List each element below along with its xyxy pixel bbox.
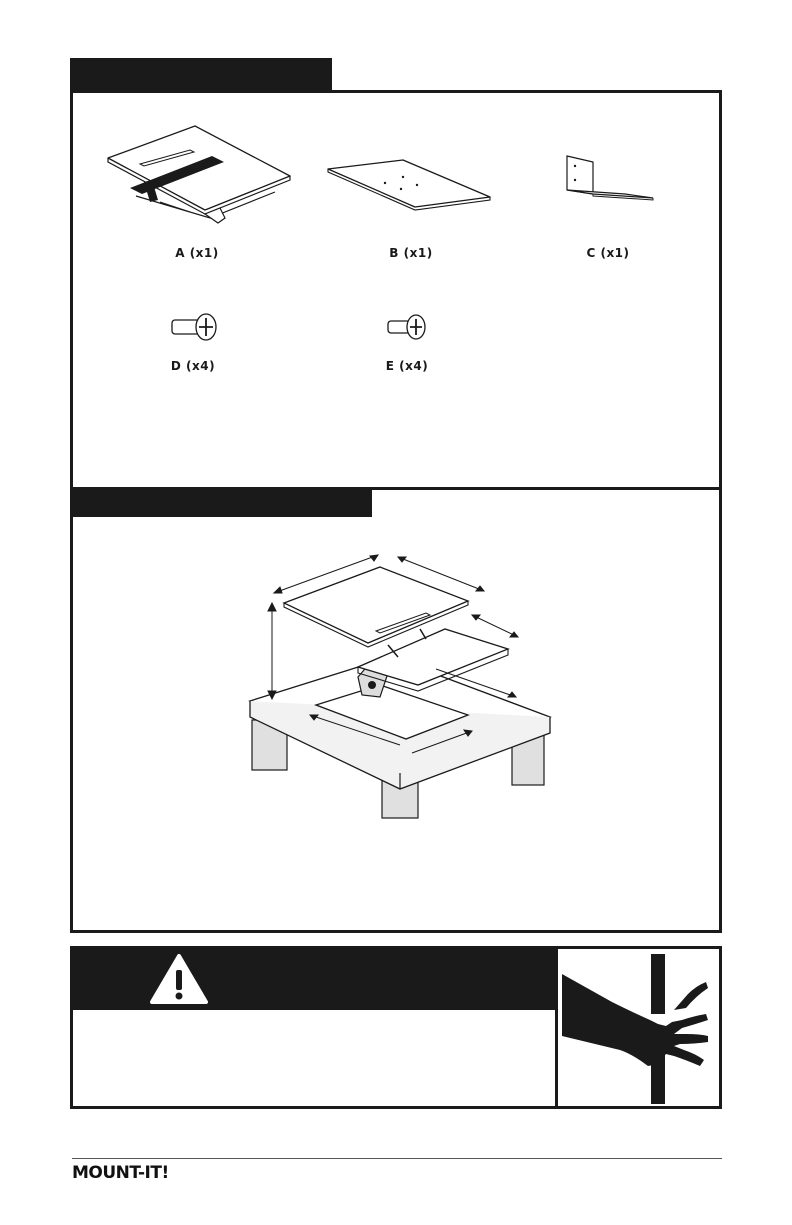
footer-rule — [72, 1158, 722, 1159]
bracket-icon — [555, 150, 655, 210]
desk-riser-icon — [100, 118, 300, 228]
screw-icon — [168, 312, 220, 342]
part-b-label: B (x1) — [389, 246, 433, 260]
desk-dimensions-illustration — [240, 545, 560, 825]
pinch-hazard-icon — [562, 954, 714, 1104]
part-e-label: E (x4) — [385, 359, 429, 373]
part-c-label: C (x1) — [586, 246, 630, 260]
warning-triangle-icon — [148, 952, 210, 1007]
part-a-label: A (x1) — [175, 246, 219, 260]
warning-header-bar — [73, 949, 557, 1010]
brand-logo: MOUNT-IT! — [72, 1163, 169, 1183]
parts-section-header — [70, 58, 332, 92]
part-d-label: D (x4) — [170, 359, 216, 373]
keyboard-tray-icon — [325, 155, 495, 210]
screw-icon — [384, 313, 428, 341]
hazard-divider — [555, 949, 558, 1106]
